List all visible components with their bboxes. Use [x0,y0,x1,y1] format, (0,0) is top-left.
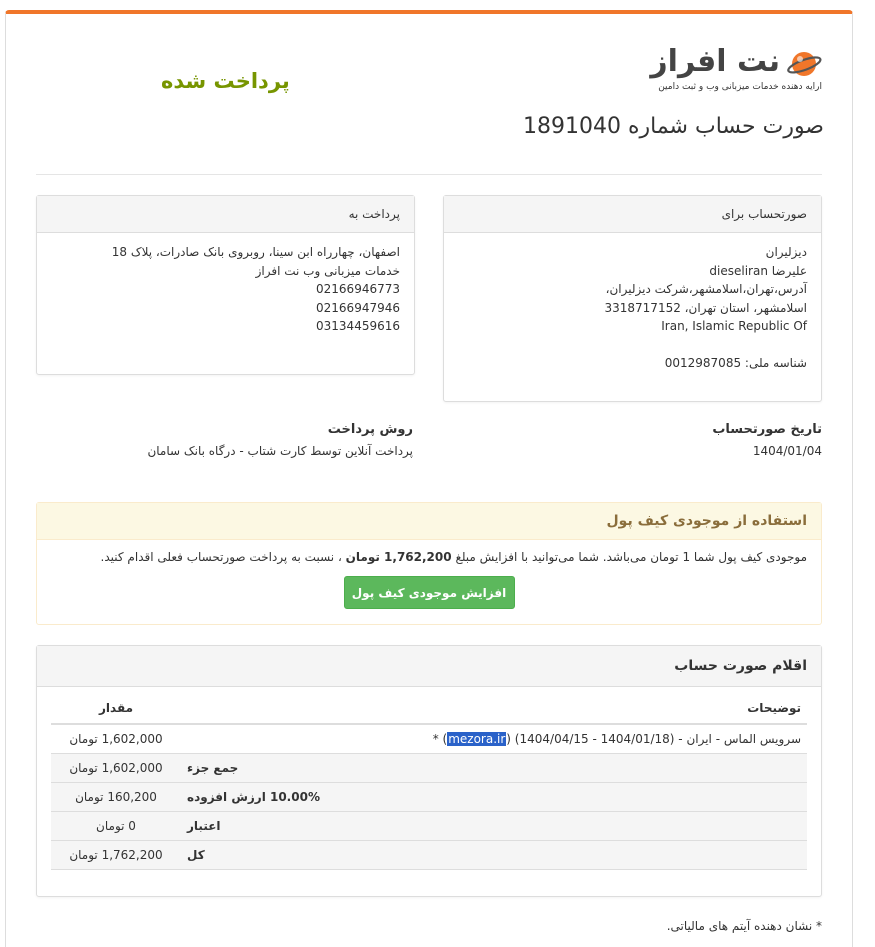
table-row [51,724,807,753]
pay-to-line: 02166946773 [316,282,400,296]
pay-to-line: اصفهان، چهارراه ابن سینا، روبروی بانک صادرات، پلاک 18 [111,245,400,259]
brand-logo [642,44,822,99]
invoice-items-panel [36,645,822,897]
invoice-page [5,10,853,947]
logo-text: نت افراز [650,44,780,79]
subtotal-row [51,753,807,782]
invoice-items-heading: اقلام صورت حساب [37,646,821,687]
col-amount: مقدار [51,693,181,724]
tax-value: 160,200 تومان [51,782,181,811]
logo-tagline: ارایه دهنده خدمات میزبانی وب و ثبت دامین [658,82,822,92]
invoiced-to-line: Iran, Islamic Republic Of [661,319,807,333]
national-id: شناسه ملی: 0012987085 [664,355,807,370]
pay-to-heading: پرداخت به [37,196,414,233]
payment-method-value: پرداخت آنلاین توسط کارت شتاب - درگاه بانک سامان [147,444,413,458]
col-description: توضیحات [181,693,807,724]
invoice-date-value: 1404/01/04 [752,444,822,458]
wallet-credit-heading: استفاده از موجودی کیف پول [37,503,821,540]
divider [36,174,822,175]
pay-to-line: 03134459616 [316,319,400,333]
item-amount: 1,602,000 تومان [51,724,181,753]
total-row [51,840,807,869]
planet-logo-icon [786,46,822,82]
invoice-items-table [51,693,807,870]
invoiced-to-line: اسلامشهر، استان تهران، 3318717152 [604,300,807,315]
invoiced-to-line: آدرس،تهران،اسلامشهر،شرکت دیزلیران، [605,282,807,296]
tax-footnote: * نشان دهنده آیتم های مالیاتی. [666,919,822,933]
payment-method-label: روش پرداخت [327,422,413,437]
pay-to-line: خدمات میزبانی وب نت افراز [255,263,400,278]
pay-to-line: 02166947946 [316,300,400,315]
item-description: سرویس الماس - ایران - (1404/01/18 - 1404/04/15) (mezora.ir) * [181,724,807,753]
credit-value: 0 تومان [51,811,181,840]
tax-label: 10.00% ارزش افزوده [181,782,807,811]
total-value: 1,762,200 تومان [51,840,181,869]
wallet-credit-message: موجودی کیف پول شما 1 تومان می‌باشد. شما می‌توانید با افزایش مبلغ 1,762,200 تومان ، نسبت به پرداخت صورتحساب فعلی اقدام کنید. [100,550,807,564]
subtotal-label: جمع جزء [181,753,807,782]
invoiced-to-heading: صورتحساب برای [444,196,821,233]
pay-to-panel [36,195,415,375]
add-wallet-credit-button[interactable]: افزایش موجودی کیف پول [344,576,515,609]
invoice-title: صورت حساب شماره 1891040 [523,114,824,139]
invoiced-to-panel [443,195,822,402]
credit-label: اعتبار [181,811,807,840]
subtotal-value: 1,602,000 تومان [51,753,181,782]
invoiced-to-line: علیرضا dieseliran [709,263,807,278]
tax-row [51,782,807,811]
invoice-date-label: تاریخ صورتحساب [712,422,822,437]
invoice-status: پرداخت شده [161,69,290,93]
wallet-credit-amount: 1,762,200 تومان [345,550,452,564]
credit-row [51,811,807,840]
invoiced-to-line: دیزلیران [765,245,807,259]
total-label: کل [181,840,807,869]
selected-domain-text[interactable]: mezora.ir [448,731,506,746]
wallet-credit-panel [36,502,822,625]
